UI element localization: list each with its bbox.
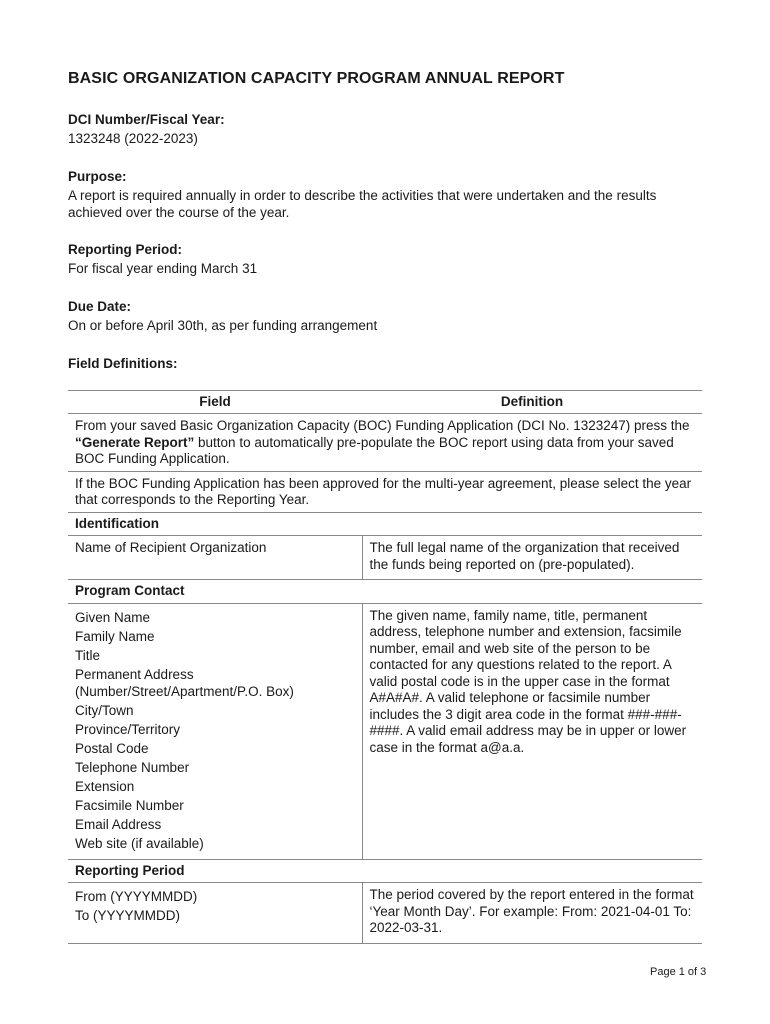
reporting-period-text: For fiscal year ending March 31	[68, 261, 258, 276]
dci-heading: DCI Number/Fiscal Year:	[68, 112, 225, 127]
definition-cell: The given name, family name, title, permanent address, telephone number and extension, facsimile number, email and web site of the person to be contacted for any questions related to the report. A valid postal code is in the upper case in the format A#A#A#. A valid telephone or facsimile number includes the 3 digit area code in the format ###-###-####. A valid email address may be in upper or lower case in the format a@a.a.	[362, 603, 702, 859]
table-row	[68, 536, 702, 580]
field-cell: Name of Recipient Organization	[68, 536, 362, 580]
field-item: Postal Code	[75, 740, 149, 756]
document-title: BASIC ORGANIZATION CAPACITY PROGRAM ANNUAL REPORT	[68, 70, 565, 87]
field-item: To (YYYYMMDD)	[75, 908, 181, 923]
due-date-heading: Due Date:	[68, 299, 132, 314]
purpose-text: A report is required annually in order to describe the activities that were undertaken and the results achieved over the course of the year.	[68, 188, 657, 220]
field-item: Given Name	[75, 609, 151, 625]
field-definitions-heading: Field Definitions:	[68, 356, 178, 371]
header-definition: Definition	[362, 391, 702, 414]
group-heading: Program Contact	[68, 580, 702, 604]
definition-cell: The full legal name of the organization that received the funds being reported on (pre-populated).	[362, 536, 702, 580]
intro-generate-report: From your saved Basic Organization Capacity (BOC) Funding Application (DCI No. 1323247) press the “Generate Report” button to automatically pre-populate the BOC report using data from your saved BOC Funding Application.	[68, 414, 702, 472]
definition-cell: The period covered by the report entered in the format ‘Year Month Day’. For example: From: 2021-04-01 To: 2022-03-31.	[362, 883, 702, 944]
field-item: Facsimile Number	[75, 797, 184, 813]
purpose-section	[68, 168, 708, 221]
field-definitions-table	[68, 390, 702, 944]
dci-value: 1323248 (2022-2023)	[68, 131, 198, 146]
group-heading: Identification	[68, 512, 702, 536]
due-date-section	[68, 298, 708, 334]
table-row	[68, 414, 702, 472]
field-item: Extension	[75, 778, 135, 794]
group-heading: Reporting Period	[68, 859, 702, 883]
field-list-cell	[68, 603, 362, 859]
field-item: Title	[75, 647, 101, 663]
field-item: Permanent Address (Number/Street/Apartment/P.O. Box)	[75, 666, 294, 699]
field-list-cell	[68, 883, 362, 944]
purpose-heading: Purpose:	[68, 169, 127, 184]
header-field: Field	[68, 391, 362, 414]
reporting-period-heading: Reporting Period:	[68, 242, 182, 257]
group-row-identification	[68, 512, 702, 536]
page-number: Page 1 of 3	[650, 966, 707, 978]
field-item: City/Town	[75, 702, 134, 718]
table-header-row	[68, 391, 702, 414]
field-item: Telephone Number	[75, 759, 190, 775]
field-item: Web site (if available)	[75, 835, 204, 851]
reporting-period-section	[68, 241, 708, 277]
dci-section	[68, 111, 708, 147]
field-item: From (YYYYMMDD)	[75, 889, 198, 904]
group-row-reporting-period	[68, 859, 702, 883]
intro-multi-year: If the BOC Funding Application has been approved for the multi-year agreement, please select the year that corresponds to the Reporting Year.	[68, 471, 702, 512]
table-row	[68, 471, 702, 512]
due-date-text: On or before April 30th, as per funding arrangement	[68, 318, 378, 333]
field-item: Family Name	[75, 628, 155, 644]
field-item: Email Address	[75, 816, 162, 832]
table-row	[68, 883, 702, 944]
field-item: Province/Territory	[75, 721, 181, 737]
table-row	[68, 603, 702, 859]
field-definitions-section	[68, 355, 708, 374]
generate-report-label: “Generate Report”	[75, 434, 195, 450]
group-row-program-contact	[68, 580, 702, 604]
